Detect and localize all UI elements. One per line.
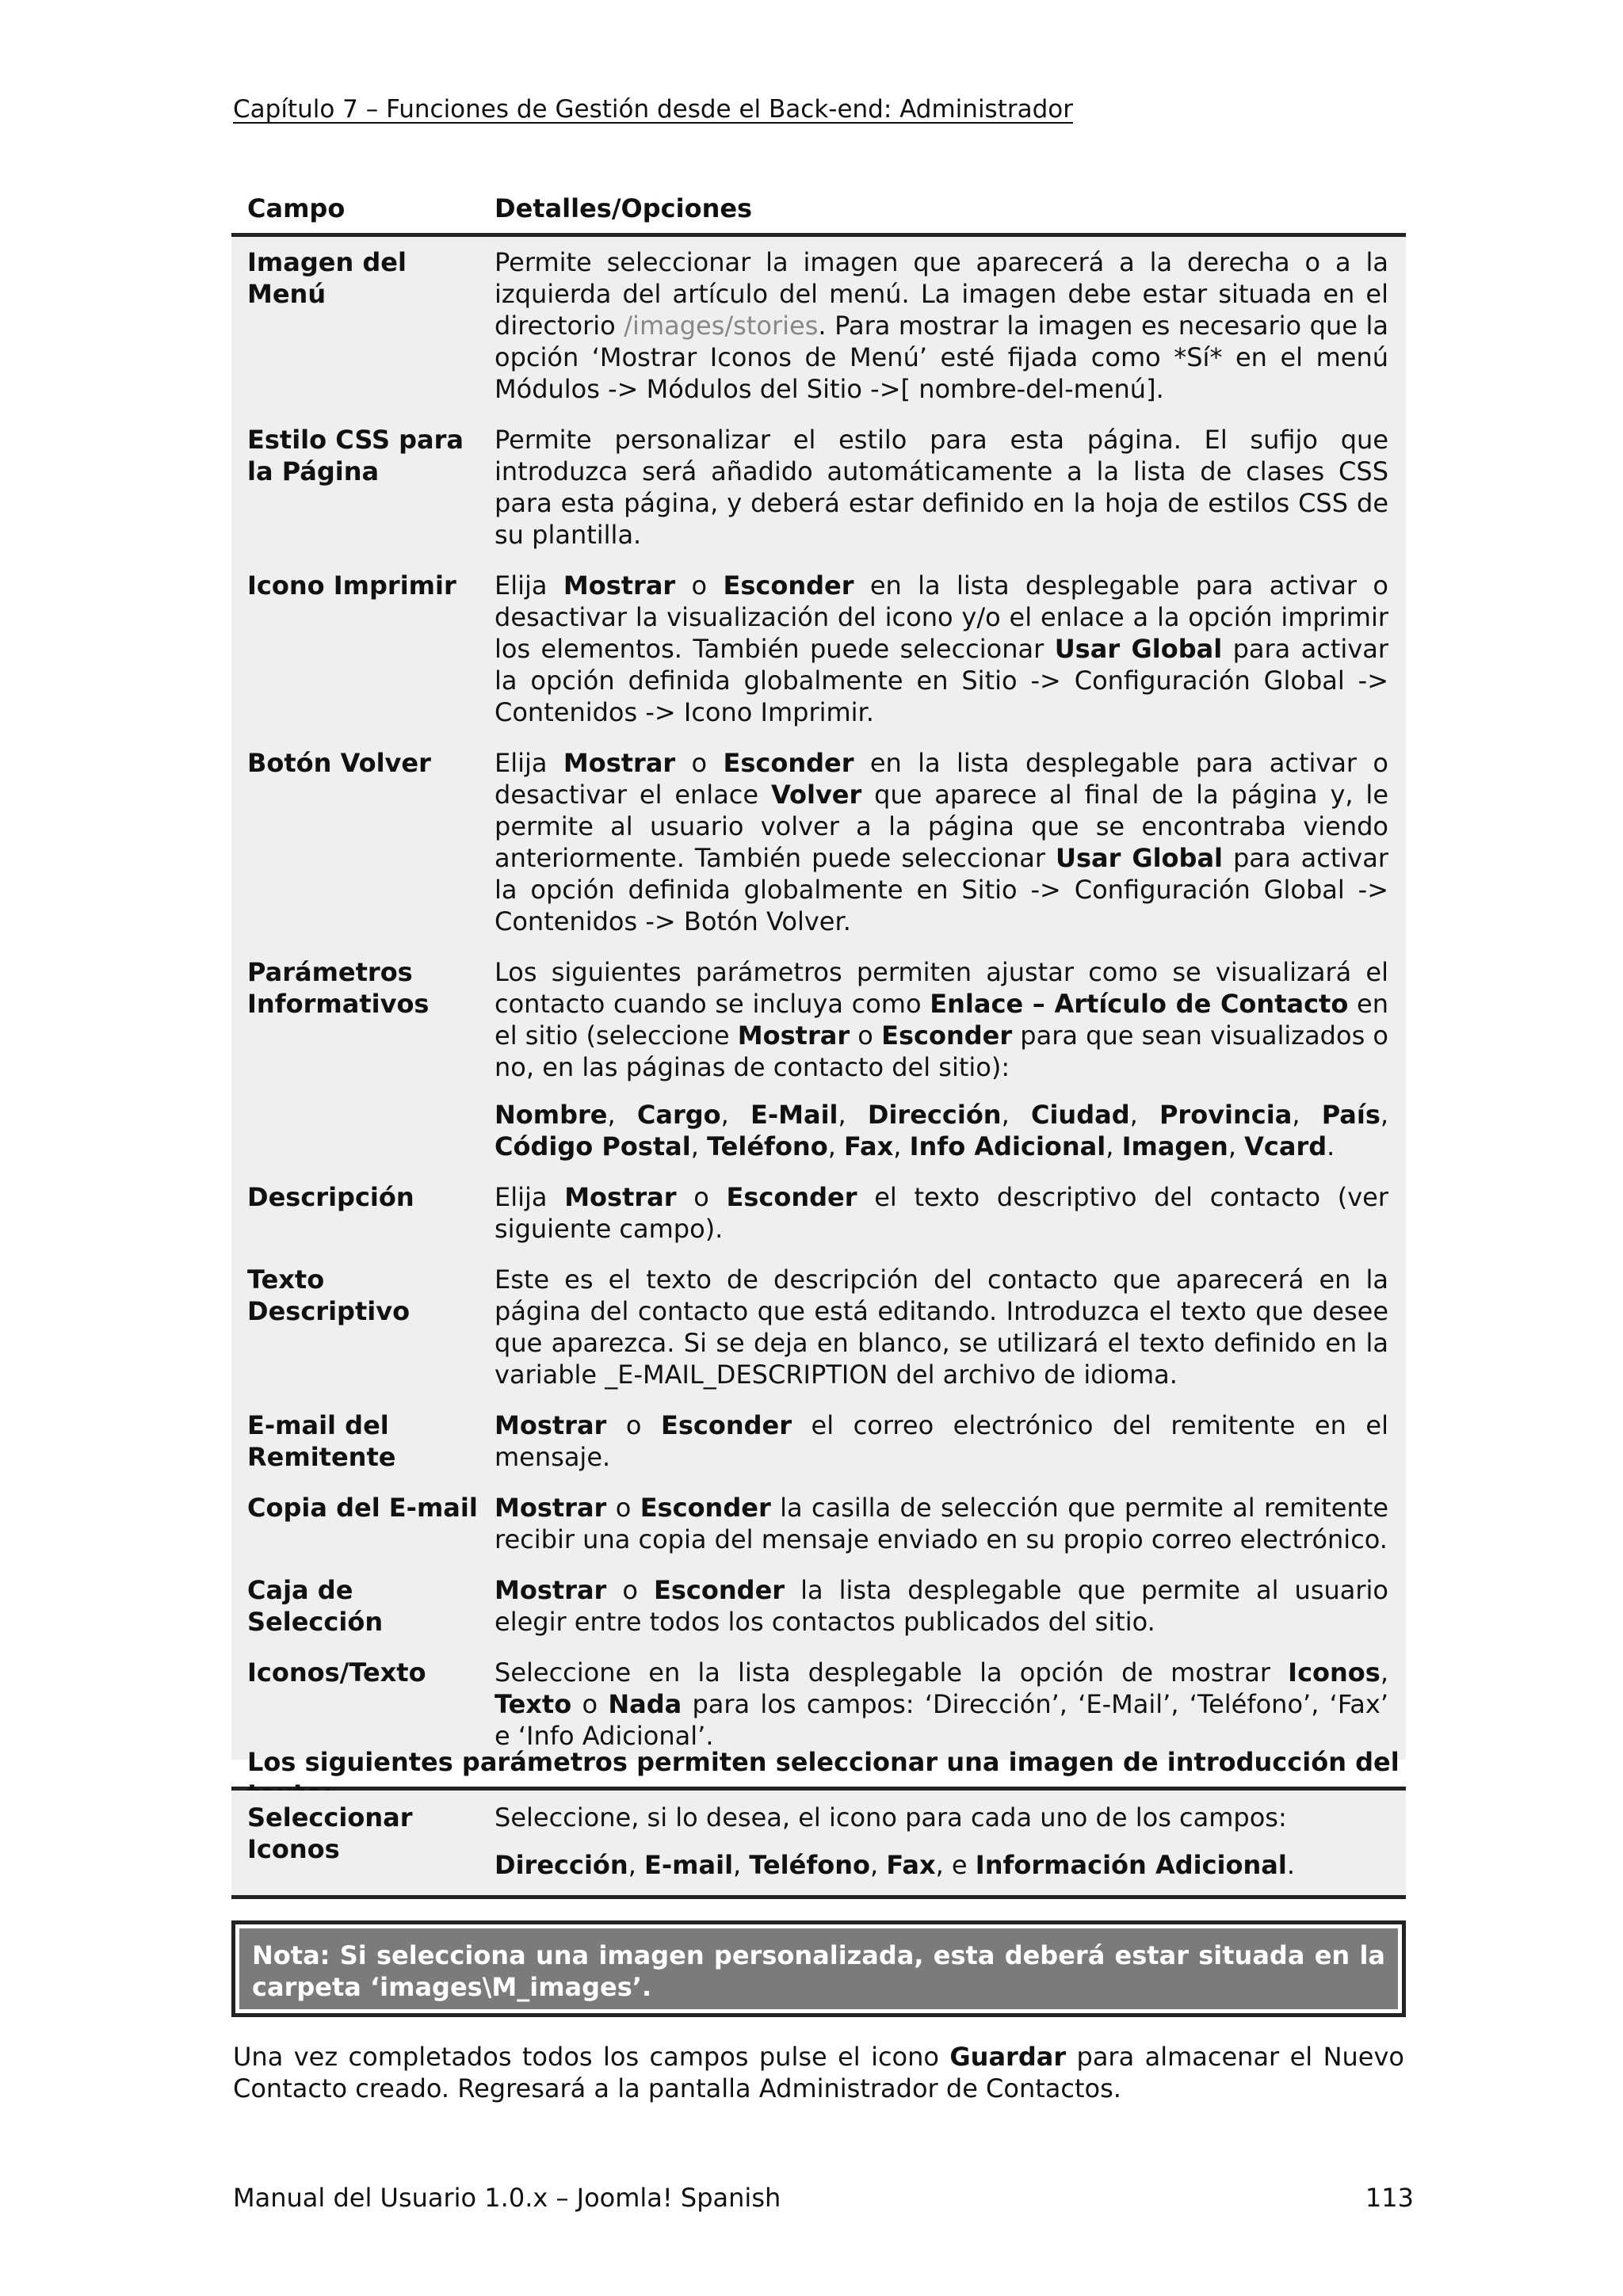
field-details: Permite personalizar el estilo para esta página. El sufijo que introduzca será añadido automáticamente a la lista de clases CSS para esta página, y deberá estar definido en la hoja de estilos CSS de su plantilla.	[495, 425, 1388, 550]
field-details: Permite seleccionar la imagen que aparecerá a la derecha o a la izquierda del artículo del menú. La imagen debe estar situada en el directorio /images/stories. Para mostrar la imagen es necesario que la opción ‘Mostrar Iconos de Menú’ esté fijada como *Sí* en el menú Módulos -> Módulos del Sitio ->[ nombre-del-menú].	[495, 247, 1389, 404]
table-row-iconos-texto	[231, 1657, 1406, 1752]
closing-paragraph: Una vez completados todos los campos pulse el icono Guardar para almacenar el Nuevo Contacto creado. Regresará a la pantalla Administrador de Contactos.	[233, 2042, 1405, 2103]
table-body	[231, 237, 1406, 1760]
icons-table	[231, 1791, 1406, 1899]
field-name: Copia del E-mail	[247, 1493, 478, 1523]
table-row-caja-seleccion	[231, 1574, 1406, 1638]
table-row-seleccionar-iconos	[231, 1802, 1406, 1881]
note-text: Nota: Si selecciona una imagen personalizada, esta deberá estar situada en la carpeta ‘images\M_images’.	[239, 1928, 1398, 2009]
field-details: Elija Mostrar o Esconder el texto descriptivo del contacto (ver siguiente campo).	[495, 1182, 1388, 1244]
table-row-descripcion	[231, 1181, 1406, 1245]
table-row-copia-email	[231, 1492, 1406, 1555]
details-paragraph: Los siguientes parámetros permiten ajustar como se visualizará el contacto cuando se incluya como Enlace – Artículo de Contacto en el sitio (seleccione Mostrar o Esconder para que sean visualizados o no, en las páginas de contacto del sitio):	[495, 957, 1389, 1082]
field-name: Seleccionar Iconos	[247, 1802, 413, 1864]
field-name: Iconos/Texto	[247, 1657, 426, 1688]
field-details: Mostrar o Esconder la lista desplegable que permite al usuario elegir entre todos los contactos publicados del sitio.	[495, 1575, 1389, 1637]
field-details	[495, 956, 1388, 1162]
column-header-detalles: Detalles/Opciones	[495, 193, 753, 223]
field-details: Elija Mostrar o Esconder en la lista desplegable para activar o desactivar la visualización del icono y/o el enlace a la opción imprimir los elementos. También puede seleccionar Usar Global para activar la opción definida globalmente en Sitio -> Configuración Global -> Contenidos -> Icono Imprimir.	[495, 570, 1389, 727]
table-row-parametros-informativos	[231, 956, 1406, 1162]
table-row-estilo-css	[231, 424, 1406, 551]
table-row-imagen-menu	[231, 246, 1406, 405]
field-name: Icono Imprimir	[247, 570, 456, 601]
contact-fields-list: Nombre, Cargo, E-Mail, Dirección, Ciudad, Provincia, País, Código Postal, Teléfono, Fax, Info Adicional, Imagen, Vcard.	[495, 1100, 1389, 1161]
details-paragraph: Seleccione, si lo desea, el icono para cada uno de los campos:	[495, 1802, 1287, 1833]
field-name: Parámetros Informativos	[247, 957, 430, 1019]
field-name: Descripción	[247, 1182, 414, 1212]
chapter-header: Capítulo 7 – Funciones de Gestión desde el Back-end: Administrador	[233, 95, 1073, 124]
field-details: Este es el texto de descripción del contacto que aparecerá en la página del contacto que está editando. Introduzca el texto que desee que aparezca. Si se deja en blanco, se utilizará el texto definido en la variable _E-MAIL_DESCRIPTION del archivo de idioma.	[495, 1264, 1388, 1390]
table-row-texto-descriptivo	[231, 1264, 1406, 1390]
field-details: Mostrar o Esconder el correo electrónico del remitente en el mensaje.	[495, 1410, 1389, 1472]
field-name: Caja de Selección	[247, 1575, 384, 1637]
column-header-campo: Campo	[247, 193, 346, 223]
table-header	[231, 190, 1406, 237]
parameters-table	[231, 190, 1406, 1760]
directory-path: /images/stories	[624, 311, 819, 341]
icon-fields-list: Dirección, E-mail, Teléfono, Fax, e Información Adicional.	[495, 1850, 1296, 1880]
field-name: E-mail del Remitente	[247, 1410, 396, 1472]
note-box	[231, 1920, 1406, 2017]
footer-manual-title: Manual del Usuario 1.0.x – Joomla! Spanish	[233, 2183, 781, 2213]
field-name: Estilo CSS para la Página	[247, 425, 464, 486]
table-row-icono-imprimir	[231, 570, 1406, 728]
table-row-email-remitente	[231, 1409, 1406, 1473]
field-details: Elija Mostrar o Esconder en la lista desplegable para activar o desactivar el enlace Volver que aparece al final de la página y, le permite al usuario volver a la página que se encontraba viendo anteriormente. También puede seleccionar Usar Global para activar la opción definida globalmente en Sitio -> Configuración Global -> Contenidos -> Botón Volver.	[495, 748, 1389, 936]
field-details: Seleccione en la lista desplegable la opción de mostrar Iconos, Texto o Nada para los campos: ‘Dirección’, ‘E-Mail’, ‘Teléfono’, ‘Fax’ e ‘Info Adicional’.	[495, 1657, 1389, 1751]
field-details	[495, 1802, 1388, 1881]
field-name: Botón Volver	[247, 748, 431, 778]
field-details: Mostrar o Esconder la casilla de selección que permite al remitente recibir una copia del mensaje enviado en su propio correo electrónico.	[495, 1493, 1388, 1554]
field-name: Imagen del Menú	[247, 247, 407, 309]
page-number: 113	[1365, 2183, 1414, 2213]
table-row-boton-volver	[231, 747, 1406, 937]
intro-image-heading: Los siguientes parámetros permiten seleccionar una imagen de introducción del	[231, 1743, 1406, 1791]
field-name: Texto Descriptivo	[247, 1264, 411, 1326]
